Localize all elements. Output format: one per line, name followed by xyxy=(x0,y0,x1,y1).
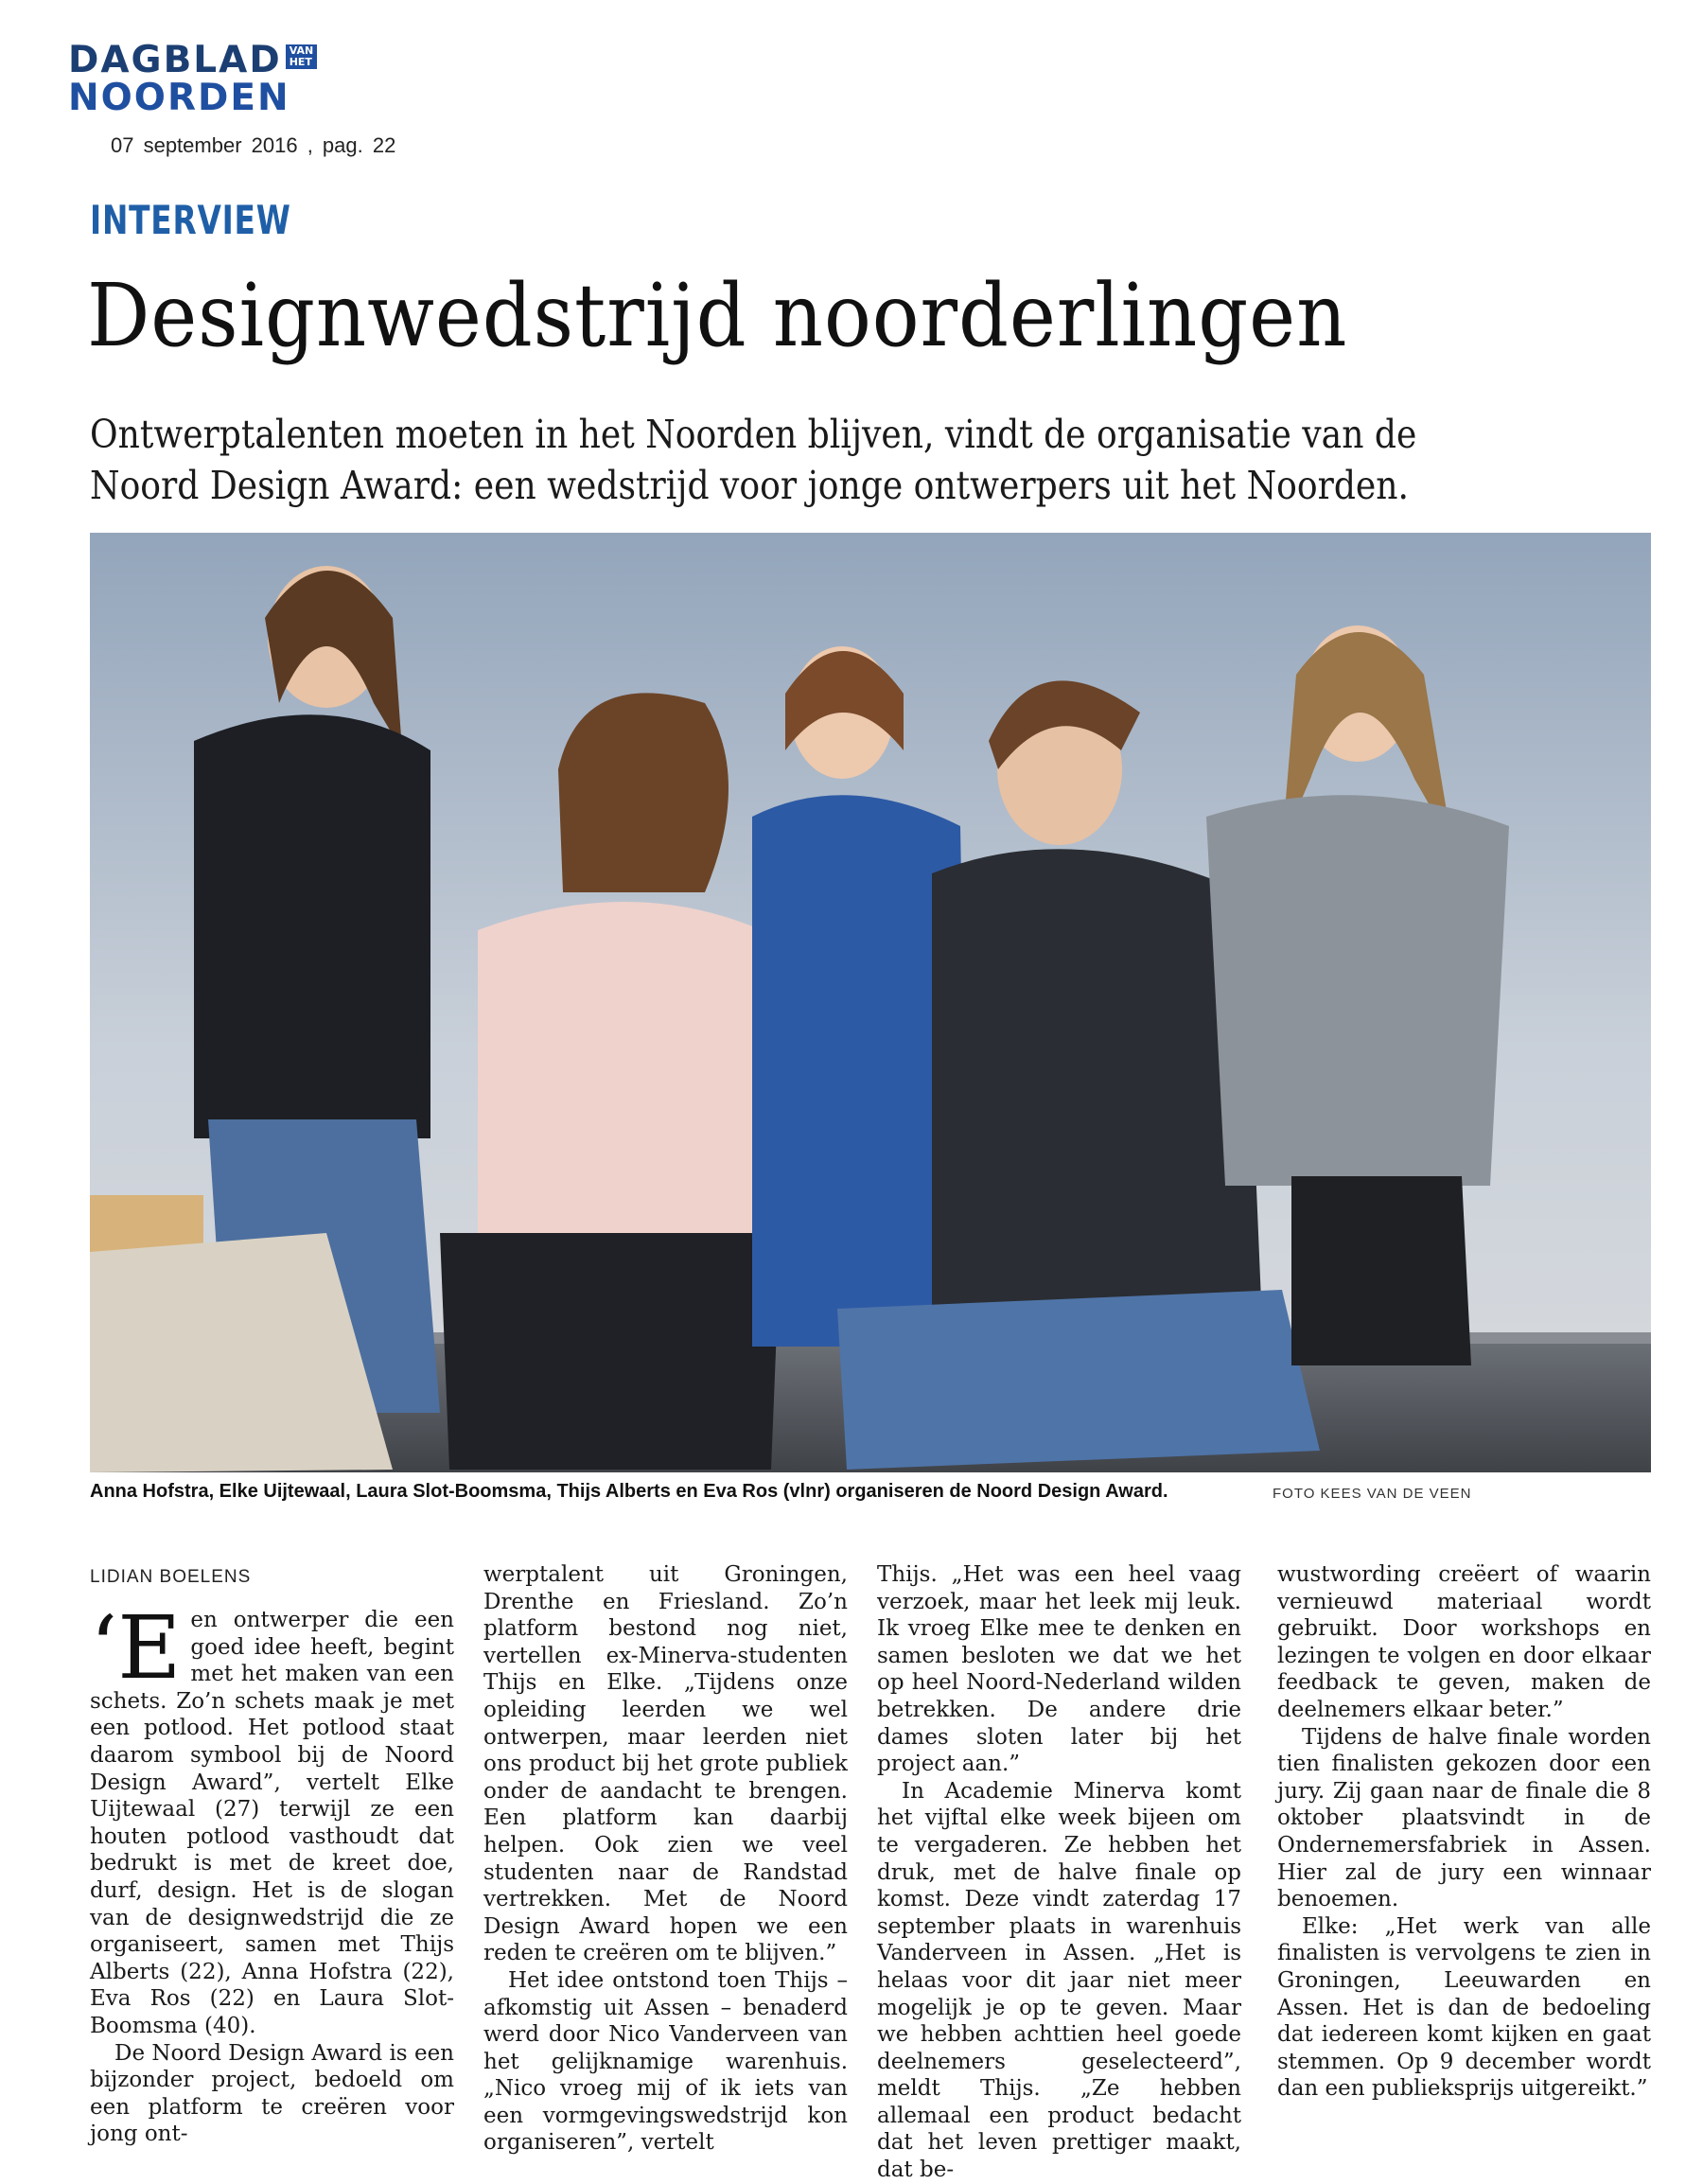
dateline: 07 september 2016 , pag. 22 xyxy=(111,133,396,157)
paragraph-text: en ontwerper die een goed idee heeft, begint met het maken van een schets. Zo’n schets maak je met een potlood. Het potlood staat daarom symbool bij de Noord Design Award”, vertelt Elke Uijtewaal (27) terwijl ze een houten potlood vasthoudt dat bedrukt is met de kreet doe, durf, design. Het is de slogan van de designwedstrijd die ze organiseert, samen met Thijs Alberts (22), Anna Hofstra (22), Eva Ros (22) en Laura Slot-Boomsma (40). xyxy=(90,1608,454,2038)
article-column-1 xyxy=(90,1597,454,2147)
logo-line-2: NOORDEN xyxy=(68,77,290,119)
byline: LIDIAN BOELENS xyxy=(90,1567,252,1587)
logo-badge xyxy=(286,44,318,69)
drop-cap: ‘E xyxy=(90,1597,182,1699)
article-paragraph: In Academie Minerva komt het vijftal elke week bijeen om te vergaderen. Ze hebben het druk, met de halve finale op komst. Deze vindt zaterdag 17 september plaats in warenhuis Vanderveen in Assen. „Het is helaas voor dit jaar niet meer mogelijk je op te geven. Maar we hebben achttien heel goede deelnemers geselecteerd”, meldt Thijs. „Ze hebben allemaal een product bedacht dat het leven prettiger maakt, dat be- xyxy=(877,1778,1241,2183)
article-paragraph: Tijdens de halve finale worden tien finalisten gekozen door een jury. Zij gaan naar de finale die 8 oktober plaatsvindt in de Ondernemersfabriek in Assen. Hier zal de jury een winnaar benoemen. xyxy=(1277,1724,1651,1912)
logo-line-1 xyxy=(68,39,317,81)
article-paragraph: wustwording creëert of waarin vernieuwd materiaal wordt gebruikt. Door workshops en lezingen te volgen en door elkaar feedback te geven, maken de deelnemers elkaar beter.” xyxy=(1277,1562,1651,1722)
photo-credit: FOTO KEES VAN DE VEEN xyxy=(1273,1486,1472,1502)
article-paragraph xyxy=(90,1597,454,2040)
photo-caption: Anna Hofstra, Elke Uijtewaal, Laura Slot-Boomsma, Thijs Alberts en Eva Ros (vlnr) organiseren de Noord Design Award. xyxy=(90,1481,1168,1502)
article-column-2 xyxy=(483,1561,848,2156)
article-column-3 xyxy=(877,1561,1241,2183)
article-photo xyxy=(90,533,1651,1472)
headline: Designwedstrijd noorderlingen xyxy=(87,265,1348,366)
newspaper-logo xyxy=(68,39,317,119)
logo-badge-bottom: HET xyxy=(289,56,312,68)
article-paragraph: Het idee ontstond toen Thijs – afkomstig uit Assen – benaderd werd door Nico Vanderveen van het gelijknamige warenhuis. „Nico vroeg mij of ik iets van een vormgevingswedstrijd kon organiseren”, vertelt xyxy=(483,1967,848,2156)
article-paragraph: De Noord Design Award is een bijzonder project, bedoeld om een platform te creëren voor jong ont- xyxy=(90,2040,454,2147)
logo-word-dagblad: DAGBLAD xyxy=(68,39,282,81)
logo-badge-top: VAN xyxy=(289,44,314,57)
article-paragraph: Elke: „Het werk van alle finalisten is vervolgens te zien in Groningen, Leeuwarden en Assen. Het is dan de bedoeling dat iedereen komt kijken en gaat stemmen. Op 9 december wordt dan een publieksprijs uitgereikt.” xyxy=(1277,1913,1651,2102)
article-column-4 xyxy=(1277,1561,1651,2110)
intro-paragraph: Ontwerptalenten moeten in het Noorden blijven, vindt de organisatie van de Noord Design Award: een wedstrijd voor jonge ontwerpers uit het Noorden. xyxy=(90,412,1417,508)
section-kicker: INTERVIEW xyxy=(90,197,291,243)
article-paragraph: werptalent uit Groningen, Drenthe en Friesland. Zo’n platform bestond nog niet, vertellen ex-Minerva-studenten Thijs en Elke. „Tijdens onze opleiding leerden we wel ontwerpen, maar leerden niet ons product bij het grote publiek onder de aandacht te brengen. Een platform kan daarbij helpen. Ook zien we veel studenten naar de Randstad vertrekken. Met de Noord Design Award hopen we een reden te creëren om te blijven.” xyxy=(483,1562,848,1966)
article-paragraph: Thijs. „Het was een heel vaag verzoek, maar het leek mij leuk. Ik vroeg Elke mee te denken en samen besloten we dat we het op heel Noord-Nederland wilden betrekken. De andere drie dames sloten later bij het project aan.” xyxy=(877,1562,1241,1777)
